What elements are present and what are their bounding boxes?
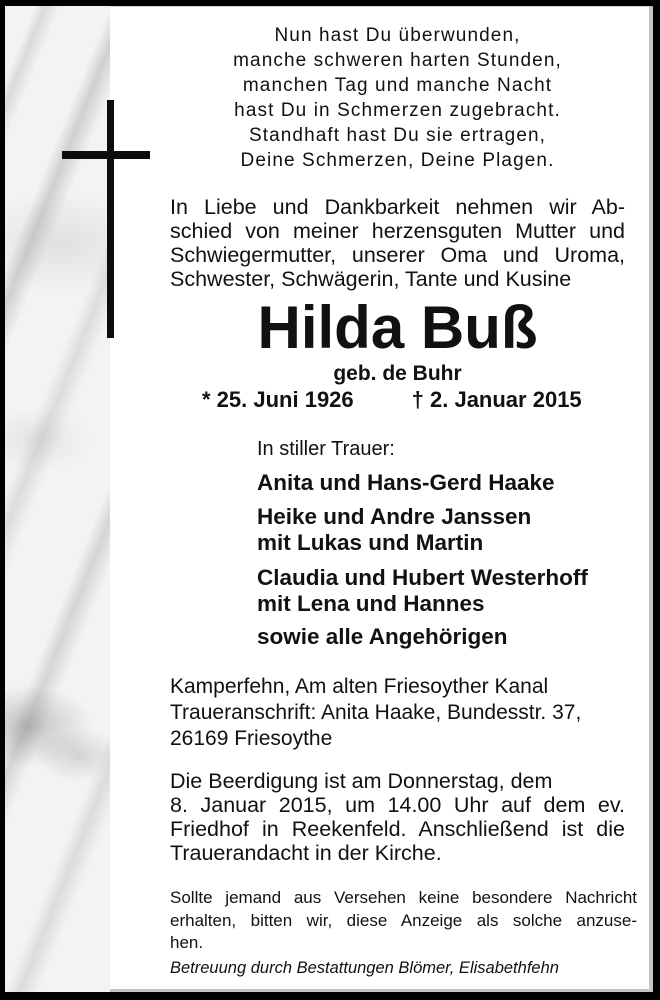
funeral-paragraph xyxy=(170,769,625,865)
mourning-heading: In stiller Trauer: xyxy=(257,438,395,460)
mourners-block xyxy=(170,437,625,650)
cross-horizontal-bar xyxy=(62,151,150,159)
funeral-line: 8. Januar 2015, um 14.00 Uhr auf dem ev. xyxy=(170,793,625,817)
notice-paper xyxy=(5,6,653,992)
poem-line: manche schweren harten Stunden, xyxy=(233,50,562,71)
address-line: 26169 Friesoythe xyxy=(170,727,333,750)
mourner-line: Heike und Andre Janssen xyxy=(257,504,532,529)
deceased-name: Hilda Buß xyxy=(257,294,538,361)
mourner-group xyxy=(170,565,625,617)
funeral-home-credit: Betreuung durch Bestattungen Blömer, Elisabethfehn xyxy=(170,959,559,977)
mourner-group xyxy=(170,624,625,650)
notice-note xyxy=(170,887,637,955)
mourner-line: Anita und Hans-Gerd Haake xyxy=(257,470,555,495)
mourner-line: mit Lukas und Martin xyxy=(257,530,484,555)
funeral-line: Friedhof in Reekenfeld. Anschließend ist die xyxy=(170,817,625,841)
mourner-line: mit Lena und Hannes xyxy=(257,591,485,616)
life-dates-row xyxy=(170,387,625,413)
address-line: Traueranschrift: Anita Haake, Bundesstr. 37, xyxy=(170,701,582,724)
funeral-line: Die Beerdigung ist am Donnerstag, dem xyxy=(170,769,553,793)
poem-line: Standhaft hast Du sie ertragen, xyxy=(248,125,547,146)
poem-line: Deine Schmerzen, Deine Plagen. xyxy=(240,150,555,171)
intro-paragraph xyxy=(170,195,625,291)
address-line: Kamperfehn, Am alten Friesoyther Kanal xyxy=(170,675,549,698)
mourner-group xyxy=(170,470,625,496)
note-line: Sollte jemand aus Versehen keine besondere Nachricht xyxy=(170,888,637,907)
maiden-name: geb. de Buhr xyxy=(333,362,462,385)
intro-line: Schwester, Schwägerin, Tante und Kusine xyxy=(170,267,572,291)
mourner-line: sowie alle Angehörigen xyxy=(257,624,508,649)
death-date: † 2. Januar 2015 xyxy=(411,387,582,412)
cross-vertical-bar xyxy=(107,100,114,338)
memorial-poem xyxy=(170,23,625,173)
poem-line: Nun hast Du überwunden, xyxy=(274,25,521,46)
intro-line: In Liebe und Dankbarkeit nehmen wir Ab- xyxy=(170,195,625,219)
mourner-group xyxy=(170,504,625,556)
funeral-line: Trauerandacht in der Kirche. xyxy=(170,841,442,865)
note-line: erhalten, bitten wir, diese Anzeige als solche anzuse- xyxy=(170,910,637,930)
intro-line: schied von meiner herzensguten Mutter und xyxy=(170,219,625,243)
birth-date: * 25. Juni 1926 xyxy=(202,387,354,412)
mourner-line: Claudia und Hubert Westerhoff xyxy=(257,565,588,590)
address-block xyxy=(170,674,625,752)
intro-line: Schwiegermutter, unserer Oma und Uroma, xyxy=(170,243,625,267)
poem-line: manchen Tag und manche Nacht xyxy=(242,75,553,96)
note-line: hen. xyxy=(170,933,204,952)
poem-line: hast Du in Schmerzen zugebracht. xyxy=(234,100,561,121)
